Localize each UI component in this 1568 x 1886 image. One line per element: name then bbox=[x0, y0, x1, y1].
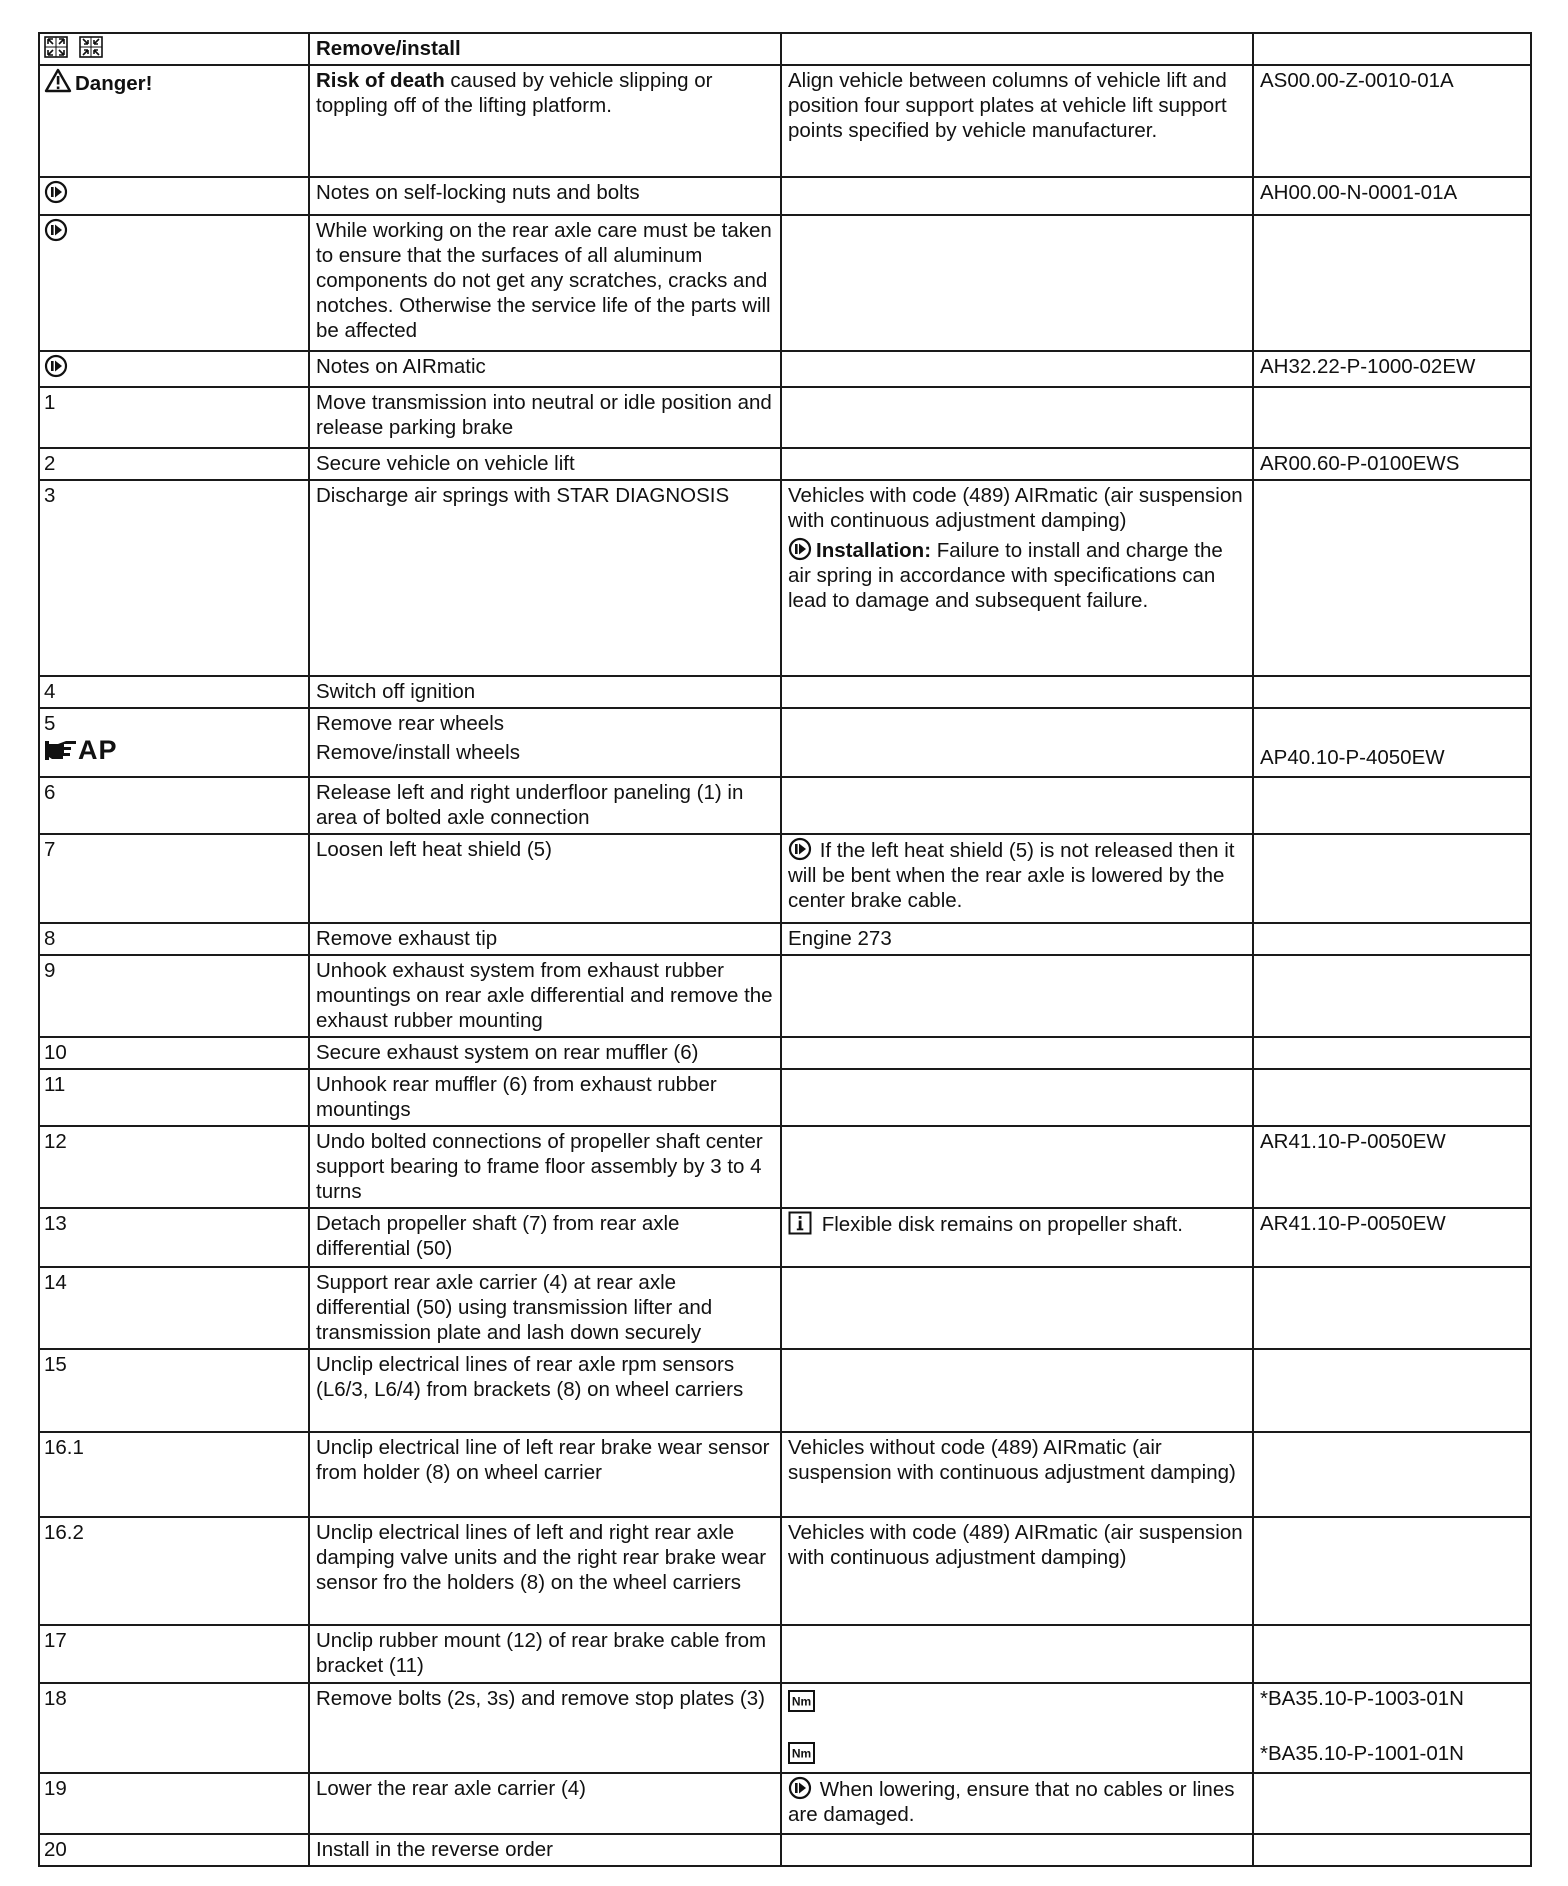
installation-text: Failure to install and charge the air spring in accordance with specifications can lead to damage and subsequent failure. bbox=[788, 539, 1223, 612]
note-empty-cell bbox=[781, 1267, 1253, 1349]
note-empty-cell bbox=[781, 177, 1253, 215]
table-row bbox=[39, 1037, 1531, 1069]
step-text: Remove exhaust tip bbox=[309, 923, 781, 955]
reference-empty-cell bbox=[1253, 480, 1531, 676]
ap-label: AP bbox=[78, 735, 118, 765]
step-number: 12 bbox=[39, 1126, 309, 1208]
header-icons-cell bbox=[39, 33, 309, 65]
expand-icon[interactable] bbox=[44, 36, 68, 58]
step-text-cell bbox=[309, 708, 781, 777]
step-text: Move transmission into neutral or idle position and release parking brake bbox=[309, 387, 781, 448]
note-empty-cell bbox=[781, 215, 1253, 351]
step-text: Switch off ignition bbox=[309, 676, 781, 708]
note-text: If the left heat shield (5) is not released then it will be bent when the rear axle is lowered by the center brake cable. bbox=[788, 839, 1235, 912]
step-text: Unclip electrical lines of left and right rear axle damping valve units and the right rear brake wear sensor fro the holders (8) on the wheel carriers bbox=[309, 1517, 781, 1625]
step-number: 13 bbox=[39, 1208, 309, 1267]
step-text-cell bbox=[309, 65, 781, 177]
note-cell bbox=[781, 1683, 1253, 1773]
note-arrow-icon bbox=[788, 537, 812, 561]
table-row bbox=[39, 1432, 1531, 1517]
step-number: 17 bbox=[39, 1625, 309, 1683]
table-row bbox=[39, 955, 1531, 1037]
reference-empty-cell bbox=[1253, 1349, 1531, 1432]
table-row bbox=[39, 1349, 1531, 1432]
step-number: 2 bbox=[39, 448, 309, 480]
danger-label: Danger! bbox=[75, 72, 153, 95]
ap-reference-marker[interactable] bbox=[44, 735, 302, 765]
step-text: Support rear axle carrier (4) at rear axle differential (50) using transmission lifter and transmission plate and lash down securely bbox=[309, 1267, 781, 1349]
table-row bbox=[39, 1208, 1531, 1267]
note-empty-cell bbox=[781, 1834, 1253, 1866]
reference-empty-cell bbox=[1253, 676, 1531, 708]
step-text: Notes on AIRmatic bbox=[309, 351, 781, 387]
step-number: 11 bbox=[39, 1069, 309, 1126]
table-row bbox=[39, 1069, 1531, 1126]
reference-empty-cell bbox=[1253, 777, 1531, 834]
step-text: While working on the rear axle care must be taken to ensure that the surfaces of all aluminum components do not get any scratches, cracks and notches. Otherwise the service life of the parts will be affected bbox=[309, 215, 781, 351]
table-row bbox=[39, 1683, 1531, 1773]
table-row bbox=[39, 387, 1531, 448]
reference-empty-cell bbox=[1253, 1069, 1531, 1126]
table-row bbox=[39, 215, 1531, 351]
pointing-hand-icon bbox=[44, 738, 78, 762]
procedure-sheet bbox=[38, 32, 1530, 1867]
note-cell bbox=[781, 834, 1253, 923]
table-row bbox=[39, 1517, 1531, 1625]
step-text: Remove bolts (2s, 3s) and remove stop plates (3) bbox=[309, 1683, 781, 1773]
step-number: 1 bbox=[39, 387, 309, 448]
step-text: Discharge air springs with STAR DIAGNOSIS bbox=[309, 480, 781, 676]
step-number: 7 bbox=[39, 834, 309, 923]
reference-link[interactable]: *BA35.10-P-1003-01N bbox=[1260, 1687, 1464, 1710]
note-text: Vehicles without code (489) AIRmatic (air suspension with continuous adjustment damping) bbox=[781, 1432, 1253, 1517]
step-number: 5 bbox=[44, 712, 56, 735]
step-text: Loosen left heat shield (5) bbox=[309, 834, 781, 923]
step-text: Secure vehicle on vehicle lift bbox=[309, 448, 781, 480]
reference-link[interactable]: AR00.60-P-0100EWS bbox=[1253, 448, 1531, 480]
reference-link[interactable]: AH00.00-N-0001-01A bbox=[1253, 177, 1531, 215]
reference-empty-cell bbox=[1253, 1037, 1531, 1069]
reference-empty-cell bbox=[1253, 1773, 1531, 1834]
header-title: Remove/install bbox=[309, 33, 781, 65]
installation-label: Installation: bbox=[816, 539, 932, 562]
step-number: 6 bbox=[39, 777, 309, 834]
step-text: Secure exhaust system on rear muffler (6) bbox=[309, 1037, 781, 1069]
torque-nm-icon[interactable] bbox=[788, 1690, 815, 1712]
installation-note bbox=[788, 537, 1246, 613]
table-row bbox=[39, 1126, 1531, 1208]
step-number: 14 bbox=[39, 1267, 309, 1349]
note-arrow-icon bbox=[44, 354, 68, 378]
collapse-icon[interactable] bbox=[79, 36, 103, 58]
step-cell bbox=[39, 351, 309, 387]
step-number: 15 bbox=[39, 1349, 309, 1432]
step-cell bbox=[39, 177, 309, 215]
table-row bbox=[39, 1625, 1531, 1683]
step-text: Lower the rear axle carrier (4) bbox=[309, 1773, 781, 1834]
reference-empty-cell bbox=[1253, 834, 1531, 923]
step-text: Unhook exhaust system from exhaust rubber mountings on rear axle differential and remove the exhaust rubber mounting bbox=[309, 955, 781, 1037]
table-row bbox=[39, 834, 1531, 923]
step-text: Unclip electrical lines of rear axle rpm sensors (L6/3, L6/4) from brackets (8) on wheel carriers bbox=[309, 1349, 781, 1432]
reference-empty-cell bbox=[1253, 1432, 1531, 1517]
step-number: 20 bbox=[39, 1834, 309, 1866]
reference-empty-cell bbox=[1253, 1267, 1531, 1349]
procedure-table bbox=[38, 32, 1532, 1867]
table-row bbox=[39, 65, 1531, 177]
step-text: Unclip electrical line of left rear brake wear sensor from holder (8) on wheel carrier bbox=[309, 1432, 781, 1517]
reference-link[interactable]: AP40.10-P-4050EW bbox=[1260, 746, 1445, 769]
step-text: Notes on self-locking nuts and bolts bbox=[309, 177, 781, 215]
reference-link[interactable]: *BA35.10-P-1001-01N bbox=[1260, 1742, 1464, 1765]
svg-text:Nm: Nm bbox=[791, 1746, 812, 1761]
step-number: 19 bbox=[39, 1773, 309, 1834]
reference-empty-cell bbox=[1253, 923, 1531, 955]
reference-empty-cell bbox=[1253, 215, 1531, 351]
note-empty-cell bbox=[781, 676, 1253, 708]
step-number: 18 bbox=[39, 1683, 309, 1773]
note-empty-cell bbox=[781, 351, 1253, 387]
note-empty-cell bbox=[781, 955, 1253, 1037]
step-number: 4 bbox=[39, 676, 309, 708]
torque-nm-icon[interactable] bbox=[788, 1742, 815, 1764]
note-empty-cell bbox=[781, 448, 1253, 480]
svg-text:Nm: Nm bbox=[791, 1694, 812, 1709]
danger-lead: Risk of death bbox=[316, 69, 445, 92]
note-arrow-icon bbox=[44, 180, 68, 204]
header-empty-cell bbox=[781, 33, 1253, 65]
table-row bbox=[39, 351, 1531, 387]
step-text: Undo bolted connections of propeller shaft center support bearing to frame floor assembly by 3 to 4 turns bbox=[309, 1126, 781, 1208]
note-empty-cell bbox=[781, 1625, 1253, 1683]
table-row bbox=[39, 1834, 1531, 1866]
reference-empty-cell bbox=[1253, 1517, 1531, 1625]
step-text: Install in the reverse order bbox=[309, 1834, 781, 1866]
note-text: Vehicles with code (489) AIRmatic (air suspension with continuous adjustment damping) bbox=[781, 1517, 1253, 1625]
note-arrow-icon bbox=[788, 1776, 812, 1800]
step-number: 16.1 bbox=[39, 1432, 309, 1517]
note-text: Flexible disk remains on propeller shaft. bbox=[816, 1213, 1183, 1236]
note-arrow-icon bbox=[788, 837, 812, 861]
step-cell bbox=[39, 708, 309, 777]
reference-cell bbox=[1253, 1683, 1531, 1773]
table-row bbox=[39, 448, 1531, 480]
table-row bbox=[39, 923, 1531, 955]
reference-link[interactable]: AR41.10-P-0050EW bbox=[1253, 1126, 1531, 1208]
note-cell bbox=[781, 1773, 1253, 1834]
note-cell bbox=[781, 1208, 1253, 1267]
table-row bbox=[39, 676, 1531, 708]
reference-link[interactable]: AH32.22-P-1000-02EW bbox=[1253, 351, 1531, 387]
note-text: Vehicles with code (489) AIRmatic (air suspension with continuous adjustment damping) bbox=[788, 484, 1243, 532]
reference-link[interactable]: AR41.10-P-0050EW bbox=[1253, 1208, 1531, 1267]
reference-cell bbox=[1253, 708, 1531, 777]
table-header-row bbox=[39, 33, 1531, 65]
step-text: Remove rear wheels bbox=[316, 712, 504, 735]
reference-empty-cell bbox=[1253, 1625, 1531, 1683]
table-row bbox=[39, 708, 1531, 777]
note-arrow-icon bbox=[44, 218, 68, 242]
note-empty-cell bbox=[781, 1126, 1253, 1208]
reference-link[interactable]: AS00.00-Z-0010-01A bbox=[1253, 65, 1531, 177]
danger-triangle-icon bbox=[44, 68, 72, 93]
step-text: Release left and right underfloor paneling (1) in area of bolted axle connection bbox=[309, 777, 781, 834]
table-row bbox=[39, 177, 1531, 215]
reference-empty-cell bbox=[1253, 1834, 1531, 1866]
note-empty-cell bbox=[781, 708, 1253, 777]
note-text: Align vehicle between columns of vehicle lift and position four support plates at vehicle lift support points specified by vehicle manufacturer. bbox=[781, 65, 1253, 177]
note-empty-cell bbox=[781, 1037, 1253, 1069]
step-text: Detach propeller shaft (7) from rear axle differential (50) bbox=[309, 1208, 781, 1267]
step-cell bbox=[39, 215, 309, 351]
note-text: Engine 273 bbox=[781, 923, 1253, 955]
note-empty-cell bbox=[781, 1349, 1253, 1432]
note-text: When lowering, ensure that no cables or lines are damaged. bbox=[788, 1778, 1235, 1826]
step-text: Unclip rubber mount (12) of rear brake cable from bracket (11) bbox=[309, 1625, 781, 1683]
step-number: 9 bbox=[39, 955, 309, 1037]
reference-empty-cell bbox=[1253, 387, 1531, 448]
note-cell bbox=[781, 480, 1253, 676]
table-row bbox=[39, 1773, 1531, 1834]
step-number: 3 bbox=[39, 480, 309, 676]
note-empty-cell bbox=[781, 1069, 1253, 1126]
step-number: 10 bbox=[39, 1037, 309, 1069]
note-empty-cell bbox=[781, 777, 1253, 834]
note-empty-cell bbox=[781, 387, 1253, 448]
info-icon bbox=[788, 1211, 812, 1235]
step-text: caused by vehicle slipping or toppling off of the lifting platform. bbox=[316, 69, 713, 117]
step-text: Unhook rear muffler (6) from exhaust rubber mountings bbox=[309, 1069, 781, 1126]
table-row bbox=[39, 777, 1531, 834]
table-row bbox=[39, 1267, 1531, 1349]
header-empty-cell bbox=[1253, 33, 1531, 65]
table-row bbox=[39, 480, 1531, 676]
step-subtext: Remove/install wheels bbox=[316, 741, 520, 764]
step-number: 8 bbox=[39, 923, 309, 955]
step-number: 16.2 bbox=[39, 1517, 309, 1625]
step-cell bbox=[39, 65, 309, 177]
reference-empty-cell bbox=[1253, 955, 1531, 1037]
